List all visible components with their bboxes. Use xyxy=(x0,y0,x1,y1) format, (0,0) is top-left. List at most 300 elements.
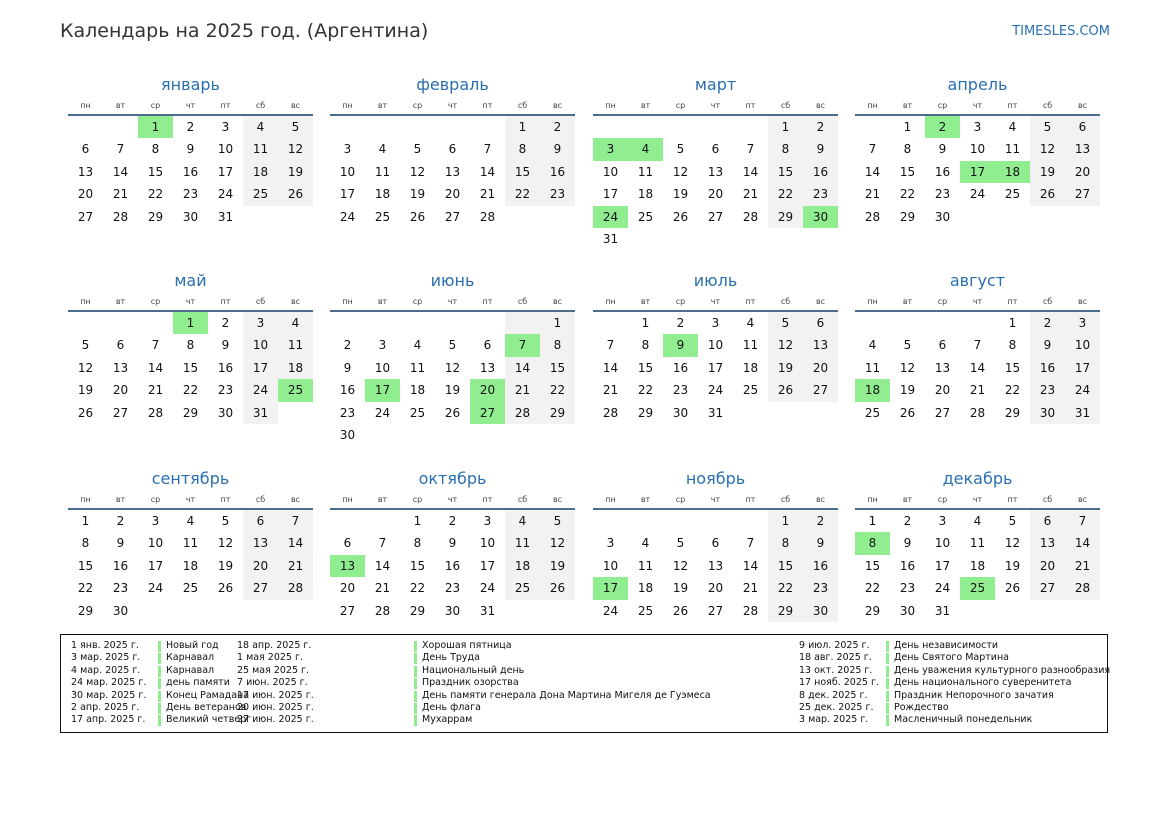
day-cell: 22 xyxy=(540,379,575,401)
weekday-label: вт xyxy=(377,101,388,110)
day-cell: 5 xyxy=(413,142,422,157)
holiday-date: 17 июн. 2025 г. xyxy=(237,689,314,701)
empty-cell xyxy=(330,116,365,138)
day-cell: 31 xyxy=(707,405,724,420)
week-row xyxy=(330,577,575,599)
day-cell: 9 xyxy=(1030,334,1065,356)
day-cell: 6 xyxy=(711,142,720,157)
weekday-label: сб xyxy=(1042,495,1053,504)
day-cell: 18 xyxy=(505,555,540,577)
day-cell: 17 xyxy=(243,357,278,379)
month-8 xyxy=(855,271,1100,424)
day-cell: 8 xyxy=(413,536,422,551)
day-cell: 2 xyxy=(803,116,838,138)
legend-item xyxy=(799,677,1110,689)
day-cell: 15 xyxy=(899,164,916,179)
weekday-label: вт xyxy=(377,495,388,504)
day-cell: 16 xyxy=(803,555,838,577)
day-cell: 1 xyxy=(505,116,540,138)
holiday-date: 18 авг. 2025 г. xyxy=(799,652,872,664)
weekday-label: пн xyxy=(605,101,616,110)
day-cell: 21 xyxy=(505,379,540,401)
day-cell: 21 xyxy=(1065,555,1100,577)
holiday-date: 25 дек. 2025 г. xyxy=(799,701,874,713)
week-row xyxy=(855,379,1100,401)
empty-cell xyxy=(1030,206,1065,228)
day-cell: 15 xyxy=(409,558,426,573)
day-cell: 28 xyxy=(278,577,313,599)
day-cell: 2 xyxy=(186,120,195,134)
empty-cell xyxy=(890,312,925,334)
weekday-label: чт xyxy=(710,297,721,306)
day-cell: 8 xyxy=(1008,338,1017,353)
day-cell: 9 xyxy=(448,536,457,551)
empty-cell xyxy=(663,510,698,532)
week-row xyxy=(330,555,575,577)
day-cell: 19 xyxy=(77,383,94,398)
day-cell: 4 xyxy=(868,338,877,353)
empty-cell xyxy=(855,116,890,138)
empty-cell xyxy=(68,312,103,334)
day-cell: 3 xyxy=(483,514,492,528)
day-cell: 18 xyxy=(278,357,313,379)
week-row xyxy=(855,161,1100,183)
day-cell: 3 xyxy=(243,312,278,334)
holiday-day-cell: 30 xyxy=(803,206,838,228)
day-cell: 14 xyxy=(479,164,496,179)
weekday-header xyxy=(593,98,838,116)
week-row xyxy=(855,312,1100,334)
empty-cell xyxy=(103,312,138,334)
empty-cell xyxy=(365,116,400,138)
day-cell: 7 xyxy=(606,338,615,353)
day-cell: 12 xyxy=(278,138,313,160)
day-cell: 15 xyxy=(637,360,654,375)
day-cell: 24 xyxy=(243,379,278,401)
day-cell: 13 xyxy=(803,334,838,356)
day-cell: 20 xyxy=(707,187,724,202)
weekday-label: сб xyxy=(1042,101,1053,110)
day-cell: 26 xyxy=(899,405,916,420)
empty-cell xyxy=(505,206,540,228)
holiday-marker xyxy=(158,653,161,664)
weekday-header xyxy=(68,98,313,116)
day-cell: 10 xyxy=(147,536,164,551)
empty-cell xyxy=(243,600,278,622)
day-cell: 17 xyxy=(217,164,234,179)
weekday-label: чт xyxy=(185,495,196,504)
day-cell: 15 xyxy=(864,558,881,573)
month-12 xyxy=(855,469,1100,622)
month-7 xyxy=(593,271,838,424)
holiday-marker xyxy=(886,666,889,677)
week-row xyxy=(330,357,575,379)
day-cell: 27 xyxy=(707,209,724,224)
week-row xyxy=(593,577,838,599)
day-cell: 12 xyxy=(409,164,426,179)
day-cell: 19 xyxy=(768,357,803,379)
week-row xyxy=(68,334,313,356)
week-row xyxy=(68,357,313,379)
holiday-day-cell: 24 xyxy=(593,206,628,228)
weekday-header xyxy=(330,98,575,116)
empty-cell xyxy=(330,312,365,334)
day-cell: 24 xyxy=(707,383,724,398)
day-cell: 29 xyxy=(147,209,164,224)
empty-cell xyxy=(803,228,838,250)
day-cell: 10 xyxy=(934,536,951,551)
day-cell: 29 xyxy=(409,603,426,618)
day-cell: 16 xyxy=(934,164,951,179)
weekday-label: чт xyxy=(710,101,721,110)
holiday-marker xyxy=(886,715,889,726)
weekday-label: чт xyxy=(447,297,458,306)
holiday-date: 17 нояб. 2025 г. xyxy=(799,677,879,689)
day-cell: 8 xyxy=(151,142,160,157)
holiday-name: Праздник озорства xyxy=(422,677,519,689)
empty-cell xyxy=(540,206,575,228)
weekday-label: ср xyxy=(150,101,161,110)
holiday-name: Мухаррам xyxy=(422,714,473,726)
holiday-day-cell: 1 xyxy=(173,312,208,334)
holiday-name: День уважения культурного разнообразия xyxy=(894,664,1111,676)
day-cell: 19 xyxy=(409,187,426,202)
page-title: Календарь на 2025 год. (Аргентина) xyxy=(60,20,429,42)
weekday-label: сб xyxy=(255,495,266,504)
day-cell: 17 xyxy=(934,558,951,573)
weekday-label: ср xyxy=(675,495,686,504)
day-cell: 11 xyxy=(637,164,654,179)
month-name: сентябрь xyxy=(151,469,230,488)
holiday-day-cell: 7 xyxy=(505,334,540,356)
empty-cell xyxy=(1065,206,1100,228)
day-cell: 27 xyxy=(803,379,838,401)
weekday-label: вс xyxy=(290,495,301,504)
legend-item xyxy=(237,677,711,689)
day-cell: 1 xyxy=(413,514,422,528)
empty-cell xyxy=(628,510,663,532)
day-cell: 12 xyxy=(540,532,575,554)
day-cell: 18 xyxy=(742,360,759,375)
weekday-label: чт xyxy=(972,297,983,306)
day-cell: 17 xyxy=(602,187,619,202)
day-cell: 28 xyxy=(864,209,881,224)
week-row xyxy=(593,379,838,401)
day-cell: 23 xyxy=(112,581,129,596)
month-5 xyxy=(68,271,313,424)
day-cell: 11 xyxy=(1004,142,1021,157)
day-cell: 2 xyxy=(343,338,352,353)
holiday-legend xyxy=(60,634,1111,733)
week-row xyxy=(330,312,575,334)
day-cell: 26 xyxy=(217,581,234,596)
day-cell: 13 xyxy=(934,360,951,375)
day-cell: 23 xyxy=(339,405,356,420)
day-cell: 24 xyxy=(339,209,356,224)
weekday-label: пт xyxy=(482,297,493,306)
day-cell: 4 xyxy=(413,338,422,353)
legend-item xyxy=(71,665,251,677)
day-cell: 2 xyxy=(116,514,125,528)
day-cell: 4 xyxy=(505,510,540,532)
week-row xyxy=(593,161,838,183)
holiday-marker xyxy=(158,678,161,689)
day-cell: 5 xyxy=(768,312,803,334)
day-cell: 26 xyxy=(672,209,689,224)
holiday-marker xyxy=(158,691,161,702)
day-cell: 28 xyxy=(742,209,759,224)
week-row xyxy=(68,402,313,424)
day-cell: 10 xyxy=(602,164,619,179)
day-cell: 28 xyxy=(479,209,496,224)
weekday-label: пн xyxy=(867,101,878,110)
day-cell: 3 xyxy=(1065,312,1100,334)
day-cell: 20 xyxy=(1065,161,1100,183)
day-cell: 28 xyxy=(112,209,129,224)
day-cell: 14 xyxy=(1065,532,1100,554)
empty-cell xyxy=(663,116,698,138)
day-cell: 21 xyxy=(479,187,496,202)
day-cell: 5 xyxy=(81,338,90,353)
week-row xyxy=(330,600,575,622)
holiday-day-cell: 3 xyxy=(593,138,628,160)
day-cell: 3 xyxy=(711,316,720,330)
legend-column xyxy=(237,640,711,727)
week-row xyxy=(330,116,575,138)
holiday-marker xyxy=(158,641,161,652)
empty-cell xyxy=(243,206,278,228)
week-row xyxy=(330,424,575,446)
day-cell: 18 xyxy=(637,581,654,596)
day-cell: 15 xyxy=(540,357,575,379)
weekday-label: вс xyxy=(1077,495,1088,504)
weekday-label: вт xyxy=(640,297,651,306)
legend-item xyxy=(799,652,1110,664)
holiday-name: День памяти генерала Дона Мартина Мигеля де Гуэмеса xyxy=(422,689,711,701)
week-row xyxy=(593,510,838,532)
weekday-header xyxy=(855,294,1100,312)
empty-cell xyxy=(435,116,470,138)
day-cell: 10 xyxy=(969,142,986,157)
day-cell: 30 xyxy=(803,600,838,622)
month-2 xyxy=(330,75,575,228)
day-cell: 17 xyxy=(1065,357,1100,379)
month-3 xyxy=(593,75,838,250)
week-row xyxy=(593,206,838,228)
holiday-date: 24 мар. 2025 г. xyxy=(71,677,147,689)
day-cell: 16 xyxy=(217,360,234,375)
holiday-date: 1 янв. 2025 г. xyxy=(71,640,139,651)
weekday-label: пт xyxy=(220,495,231,504)
weekday-label: сб xyxy=(517,101,528,110)
empty-cell xyxy=(400,116,435,138)
day-cell: 27 xyxy=(444,209,461,224)
day-cell: 12 xyxy=(1030,138,1065,160)
week-row xyxy=(855,600,1100,622)
empty-cell xyxy=(365,312,400,334)
week-row xyxy=(68,161,313,183)
day-cell: 11 xyxy=(243,138,278,160)
day-cell: 22 xyxy=(637,383,654,398)
day-cell: 12 xyxy=(77,360,94,375)
day-cell: 4 xyxy=(378,142,387,157)
holiday-name: Карнавал xyxy=(166,652,215,664)
day-cell: 10 xyxy=(217,142,234,157)
day-cell: 30 xyxy=(934,209,951,224)
holiday-day-cell: 2 xyxy=(925,116,960,138)
empty-cell xyxy=(593,116,628,138)
day-cell: 30 xyxy=(444,603,461,618)
day-cell: 25 xyxy=(374,209,391,224)
day-cell: 21 xyxy=(969,383,986,398)
empty-cell xyxy=(1065,600,1100,622)
day-cell: 3 xyxy=(606,536,615,551)
weekday-label: пн xyxy=(80,101,91,110)
weekday-label: вс xyxy=(552,297,563,306)
day-cell: 7 xyxy=(746,536,755,551)
week-row xyxy=(68,555,313,577)
weekday-label: сб xyxy=(780,297,791,306)
day-cell: 28 xyxy=(1065,577,1100,599)
day-cell: 11 xyxy=(182,536,199,551)
day-cell: 9 xyxy=(938,142,947,157)
day-cell: 31 xyxy=(479,603,496,618)
empty-cell xyxy=(995,600,1030,622)
day-cell: 5 xyxy=(540,510,575,532)
holiday-day-cell: 9 xyxy=(663,334,698,356)
day-cell: 1 xyxy=(768,116,803,138)
weekday-label: пн xyxy=(342,297,353,306)
month-name: январь xyxy=(161,75,220,94)
empty-cell xyxy=(365,424,400,446)
day-cell: 20 xyxy=(243,555,278,577)
day-cell: 24 xyxy=(934,581,951,596)
holiday-name: день памяти xyxy=(166,677,230,689)
day-cell: 11 xyxy=(864,360,881,375)
weekday-label: вт xyxy=(115,101,126,110)
month-name: август xyxy=(949,271,1006,290)
day-cell: 2 xyxy=(448,514,457,528)
week-row xyxy=(330,334,575,356)
day-cell: 25 xyxy=(864,405,881,420)
day-cell: 15 xyxy=(77,558,94,573)
weekday-label: чт xyxy=(185,297,196,306)
day-cell: 30 xyxy=(1030,402,1065,424)
day-cell: 19 xyxy=(444,383,461,398)
day-cell: 11 xyxy=(637,558,654,573)
weekday-label: вс xyxy=(815,495,826,504)
day-cell: 18 xyxy=(243,161,278,183)
day-cell: 23 xyxy=(540,183,575,205)
holiday-marker xyxy=(414,653,417,664)
day-cell: 21 xyxy=(147,383,164,398)
day-cell: 15 xyxy=(768,555,803,577)
holiday-day-cell: 17 xyxy=(365,379,400,401)
month-10 xyxy=(330,469,575,622)
day-cell: 6 xyxy=(711,536,720,551)
site-link[interactable]: TIMESLES.COM xyxy=(1012,24,1110,39)
day-cell: 30 xyxy=(899,603,916,618)
day-cell: 26 xyxy=(444,405,461,420)
month-6 xyxy=(330,271,575,446)
week-row xyxy=(330,206,575,228)
holiday-marker xyxy=(158,666,161,677)
holiday-day-cell: 17 xyxy=(593,577,628,599)
month-name: июнь xyxy=(430,271,475,290)
day-cell: 20 xyxy=(934,383,951,398)
weekday-label: пн xyxy=(605,297,616,306)
holiday-date: 3 мар. 2025 г. xyxy=(799,714,869,726)
day-cell: 11 xyxy=(505,532,540,554)
holiday-name: Национальный день xyxy=(422,664,525,676)
day-cell: 10 xyxy=(707,338,724,353)
empty-cell xyxy=(803,402,838,424)
holiday-name: Хорошая пятница xyxy=(422,640,512,651)
weekday-label: ср xyxy=(150,495,161,504)
week-row xyxy=(593,228,838,250)
legend-item xyxy=(799,714,1110,726)
holiday-date: 7 июн. 2025 г. xyxy=(237,677,308,689)
day-cell: 5 xyxy=(676,536,685,551)
day-cell: 21 xyxy=(742,581,759,596)
weekday-label: ср xyxy=(675,101,686,110)
day-cell: 28 xyxy=(147,405,164,420)
empty-cell xyxy=(68,116,103,138)
day-cell: 13 xyxy=(77,164,94,179)
empty-cell xyxy=(540,600,575,622)
empty-cell xyxy=(628,116,663,138)
holiday-day-cell: 1 xyxy=(138,116,173,138)
day-cell: 22 xyxy=(505,183,540,205)
day-cell: 26 xyxy=(768,379,803,401)
holiday-name: Карнавал xyxy=(166,664,215,676)
day-cell: 14 xyxy=(742,164,759,179)
day-cell: 2 xyxy=(1030,312,1065,334)
day-cell: 15 xyxy=(182,360,199,375)
day-cell: 22 xyxy=(77,581,94,596)
weekday-label: вс xyxy=(1077,297,1088,306)
day-cell: 4 xyxy=(746,316,755,330)
month-name: ноябрь xyxy=(685,469,746,488)
week-row xyxy=(330,402,575,424)
day-cell: 13 xyxy=(1065,138,1100,160)
day-cell: 14 xyxy=(505,357,540,379)
weekday-label: чт xyxy=(447,101,458,110)
day-cell: 27 xyxy=(339,603,356,618)
holiday-name: Конец Рамадана xyxy=(166,689,250,701)
day-cell: 26 xyxy=(672,603,689,618)
month-11 xyxy=(593,469,838,622)
holiday-date: 1 мая 2025 г. xyxy=(237,652,303,664)
weekday-label: вт xyxy=(115,297,126,306)
day-cell: 16 xyxy=(540,161,575,183)
month-1 xyxy=(68,75,313,228)
day-cell: 29 xyxy=(899,209,916,224)
holiday-day-cell: 8 xyxy=(855,532,890,554)
holiday-date: 27 июн. 2025 г. xyxy=(237,714,314,726)
day-cell: 10 xyxy=(479,536,496,551)
day-cell: 19 xyxy=(1030,161,1065,183)
day-cell: 23 xyxy=(672,383,689,398)
day-cell: 11 xyxy=(374,164,391,179)
day-cell: 21 xyxy=(112,187,129,202)
weekday-header xyxy=(855,492,1100,510)
day-cell: 19 xyxy=(672,187,689,202)
day-cell: 8 xyxy=(641,338,650,353)
day-cell: 29 xyxy=(768,600,803,622)
day-cell: 6 xyxy=(243,510,278,532)
day-cell: 1 xyxy=(903,120,912,134)
